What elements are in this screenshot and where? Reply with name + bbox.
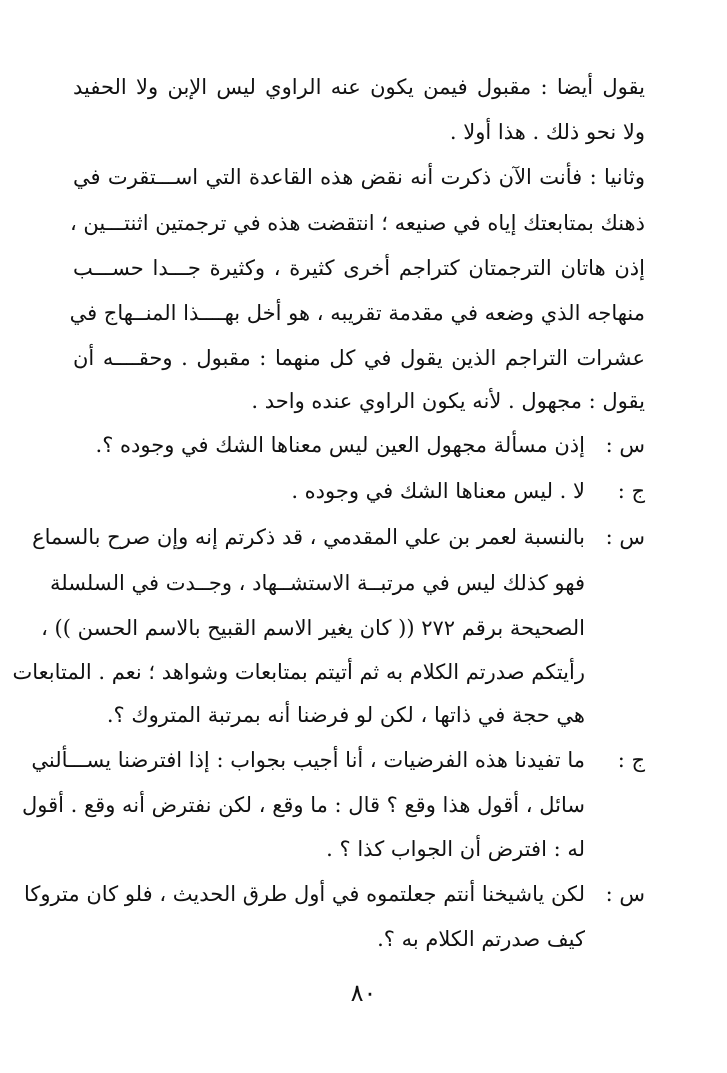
paragraph-line: منهاجه الذي وضعه في مقدمة تقريبه ، هو أخل بهــــذا المنــهاج في	[69, 301, 645, 325]
question-line: فهو كذلك ليس في مرتبــة الاستشــهاد ، وجــدت في السلسلة	[49, 571, 585, 595]
question-line: كيف صدرتم الكلام به ؟.	[377, 927, 585, 951]
question-marker: س :	[605, 882, 645, 906]
answer-line: سائل ، أقول هذا وقع ؟ قال : ما وقع ، لكن نفترض أنه وقع . أقول	[21, 793, 585, 817]
answer-marker: ج :	[617, 479, 645, 503]
paragraph-line: إذن هاتان الترجمتان كتراجم أخرى كثيرة ، وكثيرة جـــدا حســـب	[73, 256, 645, 280]
paragraph-line: عشرات التراجم الذين يقول في كل منهما : مقبول . وحقــــه أن	[73, 346, 645, 370]
paragraph-line: يقول : مجهول . لأنه يكون الراوي عنده واحد .	[251, 389, 645, 413]
question-line: الصحيحة برقم ٢٧٢ (( كان يغير الاسم القبيح بالاسم الحسن )) ،	[41, 616, 585, 640]
question-marker: س :	[605, 525, 645, 549]
answer-marker: ج :	[617, 748, 645, 772]
page-number: ٨٠	[350, 979, 377, 1007]
question-line: بالنسبة لعمر بن علي المقدمي ، قد ذكرتم إنه وإن صرح بالسماع	[32, 525, 585, 549]
paragraph-line: يقول أيضا : مقبول فيمن يكون عنه الراوي ليس الإبن ولا الحفيد	[73, 75, 645, 99]
question-line: هي حجة في ذاتها ، لكن لو فرضنا أنه بمرتبة المتروك ؟.	[106, 703, 585, 727]
paragraph-line: وثانيا : فأنت الآن ذكرت أنه نقض هذه القاعدة التي اســـتقرت في	[73, 165, 645, 189]
answer-line: له : افترض أن الجواب كذا ؟ .	[326, 837, 585, 861]
question-line: لكن ياشيخنا أنتم جعلتموه في أول طرق الحديث ، فلو كان متروكا	[23, 882, 585, 906]
question-line: إذن مسألة مجهول العين ليس معناها الشك في وجوده ؟.	[95, 433, 585, 457]
answer-line: ما تفيدنا هذه الفرضيات ، أنا أجيب بجواب : إذا افترضنا يســـألني	[31, 748, 585, 772]
question-marker: س :	[605, 433, 645, 457]
paragraph-line: ذهنك بمتابعتك إياه في صنيعه ؛ انتقضت هذه في ترجمتين اثنتـــين ،	[69, 211, 645, 235]
question-line: رأيتكم صدرتم الكلام به ثم أتيتم بمتابعات وشواهد ؛ نعم . المتابعات	[12, 660, 585, 684]
answer-line: لا . ليس معناها الشك في وجوده .	[291, 479, 585, 503]
paragraph-line: ولا نحو ذلك . هذا أولا .	[449, 120, 645, 144]
